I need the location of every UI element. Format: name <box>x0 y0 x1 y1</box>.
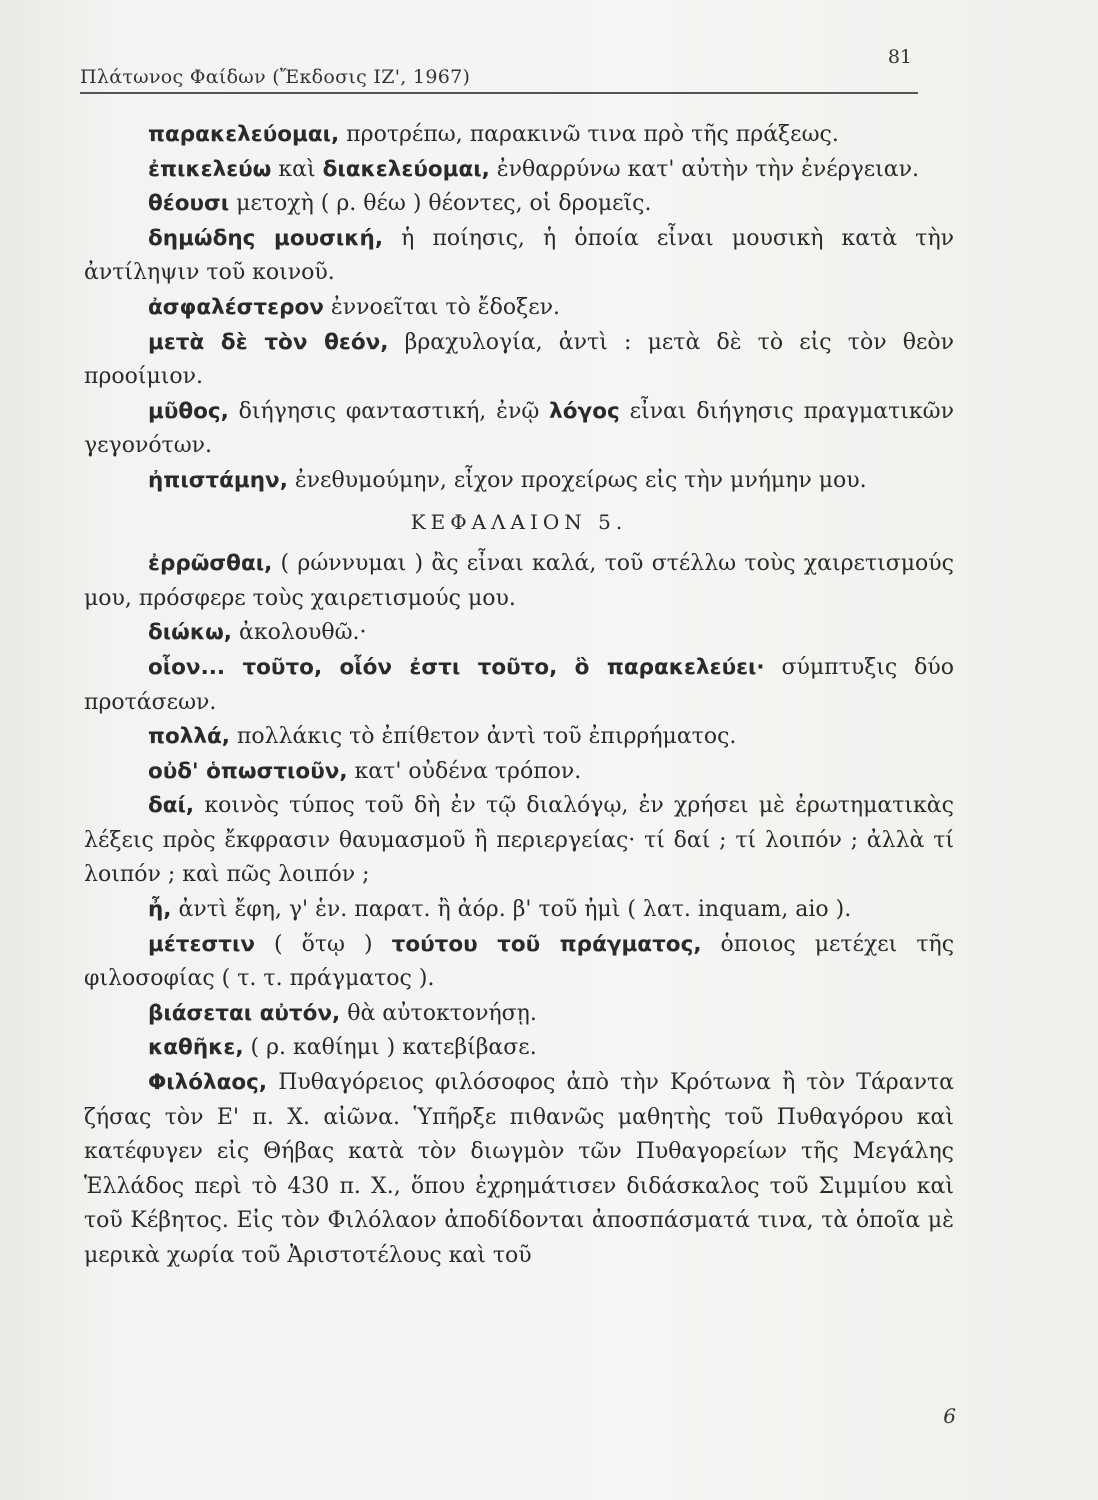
glossary-term: ἐρρῶσθαι, <box>148 551 273 577</box>
glossary-term: θέουσι <box>148 191 230 217</box>
glossary-definition: ἡ ποίησις, ἡ ὁποία εἶναι μουσικὴ κατὰ τὴν ἀντίληψιν τοῦ κοινοῦ. <box>84 225 955 286</box>
glossary-entry <box>84 755 954 790</box>
glossary-term: δαί, <box>148 793 195 819</box>
glossary-term: οἷον... τοῦτο, οἷόν ἐστι τοῦτο, ὃ παρακελεύει· <box>148 654 765 680</box>
signature-mark: 6 <box>943 1404 956 1428</box>
glossary-entry <box>84 187 954 222</box>
running-head: Πλάτωνος Φαίδων (Ἔκδοσις ΙΖ', 1967) <box>80 66 471 88</box>
glossary-definition: ἀκολουθῶ.· <box>231 620 367 646</box>
glossary-entry <box>84 153 954 188</box>
glossary-term: λόγος <box>549 398 620 424</box>
glossary-body <box>84 118 954 1274</box>
glossary-definition: μετοχὴ ( ρ. θέω ) θέοντες, οἱ δρομεῖς. <box>229 191 652 217</box>
chapter-heading: ΚΕΦΑΛΑΙΟΝ 5. <box>410 509 628 534</box>
glossary-term: διώκω, <box>148 620 232 646</box>
glossary-definition: ἀντὶ ἔφη, γ' ἑν. παρατ. ἢ ἀόρ. β' τοῦ ἠμὶ ( λατ. inquam, aio ). <box>171 897 852 923</box>
glossary-term: διακελεύομαι, <box>322 156 490 182</box>
glossary-term: καθῆκε, <box>148 1035 244 1061</box>
glossary-entry <box>84 547 954 616</box>
glossary-definition: ἐννοεῖται τὸ ἔδοξεν. <box>323 294 560 320</box>
glossary-definition: ἐνθαρρύνω κατ' αὐτὴν τὴν ἐνέργειαν. <box>489 156 919 182</box>
glossary-definition: βραχυλογία, ἀντὶ : μετὰ δὲ τὸ εἰς τὸν θεὸν προοίμιον. <box>84 329 954 390</box>
glossary-term: δημώδης μουσική, <box>148 225 384 251</box>
glossary-term: ἀσφαλέστερον <box>148 294 324 320</box>
glossary-definition: πολλάκις τὸ ἐπίθετον ἀντὶ τοῦ ἐπιρρήματος. <box>229 724 737 750</box>
glossary-definition: προτρέπω, παρακινῶ τινα πρὸ τῆς πράξεως. <box>339 122 839 147</box>
glossary-term: μέτεστιν <box>148 931 255 957</box>
glossary-entry <box>84 291 954 326</box>
glossary-definition: ὁποιος μετέχει τῆς φιλοσοφίας ( τ. τ. πράγματος ). <box>84 931 955 992</box>
glossary-definition: ἐνεθυμούμην, εἶχον προχείρως εἰς τὴν μνήμην μου. <box>287 467 867 493</box>
glossary-term: ἦ, <box>148 897 172 923</box>
glossary-entry <box>84 997 954 1032</box>
glossary-entry <box>84 326 954 395</box>
glossary-definition: ( ρ. καθίημι ) κατεβίβασε. <box>243 1035 537 1061</box>
glossary-entry <box>84 464 954 499</box>
glossary-definition: κατ' οὐδένα τρόπον. <box>347 758 582 784</box>
glossary-entry <box>84 893 954 928</box>
page-number: 81 <box>887 46 912 68</box>
glossary-term: ἐπικελεύω <box>148 156 272 182</box>
glossary-entry <box>84 651 954 720</box>
glossary-definition: εἶναι διήγησις πραγματικῶν γεγονότων. <box>84 398 954 459</box>
glossary-entry <box>84 616 954 651</box>
glossary-entry <box>84 1031 954 1066</box>
glossary-definition: διήγησις φανταστική, ἐνῷ <box>228 398 550 424</box>
glossary-entry <box>84 118 954 153</box>
glossary-term: παρακελεύομαι, <box>148 122 340 147</box>
glossary-term: μετὰ δὲ τὸν θεόν, <box>148 329 389 355</box>
glossary-entry <box>84 1066 954 1274</box>
glossary-definition: κοινὸς τύπος τοῦ δὴ ἐν τῷ διαλόγῳ, ἐν χρήσει μὲ ἐρωτηματικὰς λέξεις πρὸς ἔκφρασιν θαυμασμοῦ ἢ περιεργείας· τί δαί ; τί λοιπόν ; ἀλλὰ τί λοιπόν ; καὶ πῶς λοιπόν ; <box>84 793 954 888</box>
glossary-term: πολλά, <box>148 724 230 750</box>
glossary-term: τούτου τοῦ πράγματος, <box>391 931 702 957</box>
glossary-term: Φιλόλαος, <box>148 1070 268 1096</box>
glossary-definition: ( ρώννυμαι ) ἂς εἶναι καλά, τοῦ στέλλω τοὺς χαιρετισμούς μου, πρόσφερε τοὺς χαιρετισμούς μου. <box>84 551 954 611</box>
glossary-entry <box>84 222 954 291</box>
glossary-term: βιάσεται αὐτόν, <box>148 1000 341 1026</box>
glossary-term: ἠπιστάμην, <box>148 467 288 493</box>
glossary-entry <box>84 928 954 997</box>
glossary-definition: θὰ αὐτοκτονήσῃ. <box>340 1000 537 1026</box>
page-header <box>80 46 920 90</box>
glossary-definition: ( ὅτῳ ) <box>254 931 392 957</box>
glossary-term: μῦθος, <box>148 398 229 424</box>
header-rule <box>80 92 918 94</box>
glossary-definition: σύμπτυξις δύο προτάσεων. <box>84 654 955 715</box>
glossary-entry <box>84 395 954 464</box>
glossary-entry <box>84 720 954 755</box>
glossary-definition: Πυθαγόρειος φιλόσοφος ἀπὸ τὴν Κρότωνα ἢ τὸν Τάραντα ζήσας τὸν Ε' π. Χ. αἰῶνα. Ὑπῆρξε πιθανῶς μαθητὴς τοῦ Πυθαγόρου καὶ κατέφυγεν εἰς Θήβας κατὰ τὸν διωγμὸν τῶν Πυθαγορείων τῆς Μεγάλης Ἑλλάδος περὶ τὸ 430 π. Χ., ὅπου ἐχρημάτισεν διδάσκαλος τοῦ Σιμμίου καὶ τοῦ Κέβητος. Εἰς τὸν Φιλόλαον ἀποδίδονται ἀποσπάσματά τινα, τὰ ὁποῖα μὲ μερικὰ χωρία τοῦ Ἀριστοτέλους καὶ τοῦ <box>84 1070 954 1268</box>
glossary-term: οὐδ' ὁπωστιοῦν, <box>148 758 348 784</box>
glossary-connector: καὶ <box>271 156 323 182</box>
glossary-entry <box>84 789 954 893</box>
